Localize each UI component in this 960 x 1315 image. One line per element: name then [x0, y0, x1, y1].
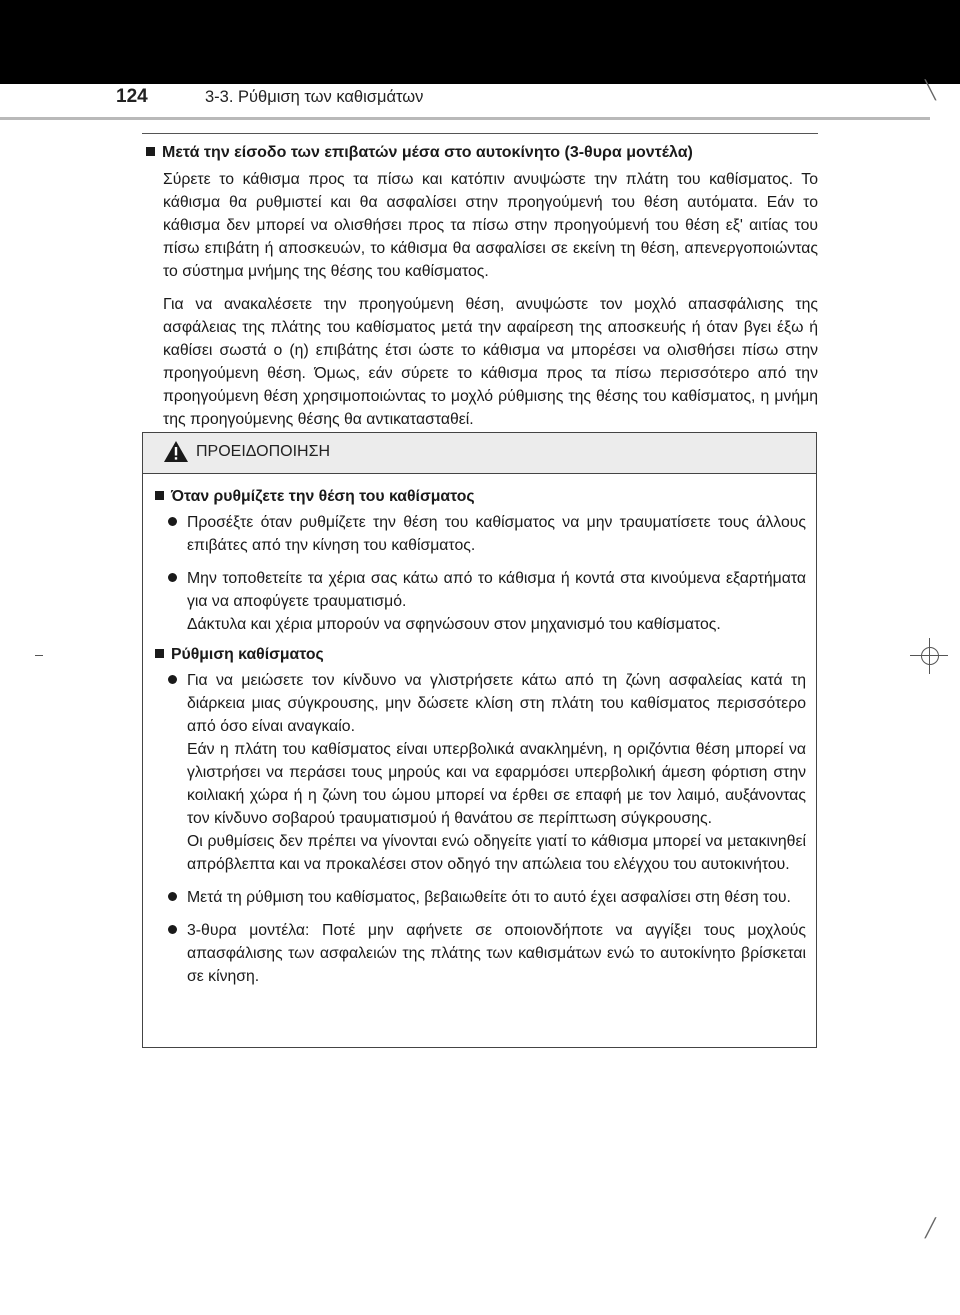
registration-line-v [929, 638, 930, 674]
section-heading-text: Μετά την είσοδο των επιβατών μέσα στο αυτοκίνητο (3-θυρα μοντέλα) [162, 144, 693, 161]
warning-subheading-1 [155, 488, 806, 506]
chapter-title: 3-3. Ρύθμιση των καθισμάτων [205, 88, 424, 106]
warning-header [143, 433, 816, 474]
warning-bullet [155, 919, 806, 988]
section-paragraph-2: Για να ανακαλέσετε την προηγούμενη θέση, ανυψώστε τον μοχλό απασφάλισης της ασφάλειας της πλάτης του καθίσματος μετά την αφαίρεση της αποσκευής ή όταν βγει έξω ή καθίσει σωστά ο (η) επιβάτης έτσι ώστε το κάθισμα να μπορέσει να ολισθήσει πίσω στην προηγούμενη θέση. Όμως, εάν σύρετε το κάθισμα προς τα πίσω περισσότερο από την προηγούμενη θέση χρησιμοποιώντας το μοχλό ρύθμισης της θέσης του καθίσματος, η μνήμη της προηγούμενης θέσης θα αντικατασταθεί. [163, 296, 818, 428]
crop-mark-bottom-right: ╱ [925, 1218, 936, 1238]
square-bullet-icon [155, 649, 164, 658]
square-bullet-icon [146, 147, 155, 156]
crop-mark-top-right: ╲ [925, 80, 936, 100]
warning-bullet [155, 567, 806, 636]
warning-title: ΠΡΟΕΙΔΟΠΟΙΗΣΗ [196, 443, 331, 460]
bullet-text: Για να μειώσετε τον κίνδυνο να γλιστρήσετε κάτω από τη ζώνη ασφαλείας κατά τη διάρκεια μιας σύγκρουσης, μην δώσετε κλίση στη πλάτη του καθίσματος περισσότερο από όσο είναι αναγκαίο. [187, 672, 806, 735]
warning-subheading-1-text: Όταν ρυθμίζετε την θέση του καθίσματος [171, 488, 475, 505]
page-number: 124 [116, 86, 148, 107]
round-bullet-icon [168, 675, 177, 684]
round-bullet-icon [168, 925, 177, 934]
header-rule [0, 117, 930, 120]
warning-subheading-2 [155, 646, 806, 664]
registration-mark-right [921, 647, 939, 665]
main-section [142, 133, 818, 441]
warning-body [143, 474, 816, 988]
bullet-text: Δάκτυλα και χέρια μπορούν να σφηνώσουν στον μηχανισμό του καθίσματος. [187, 616, 721, 633]
section-heading [142, 144, 818, 162]
section-paragraph-1: Σύρετε το κάθισμα προς τα πίσω και κατόπιν ανυψώστε την πλάτη του καθίσματος. Το κάθισμα θα ρυθμιστεί και θα ασφαλίσει στην προηγούμενή του θέση αυτόματα. Εάν το κάθισμα δεν μπορεί να ολισθήσει προς τα πίσω στην προηγούμενή του θέση εξ' αιτίας του πίσω επιβάτη ή αποσκευών, το κάθισμα θα ασφαλίσει σε εκείνη τη θέση, απενεργοποιώντας το σύστημα μνήμης της θέσης του καθίσματος. [163, 171, 818, 280]
warning-bullet [155, 886, 806, 909]
round-bullet-icon [168, 517, 177, 526]
crop-mark-left [35, 655, 43, 656]
warning-bullet [155, 669, 806, 876]
round-bullet-icon [168, 573, 177, 582]
bullet-text: Εάν η πλάτη του καθίσματος είναι υπερβολικά ανακλημένη, η οριζόντια θέση μπορεί να γλιστρήσει να περάσει τους μηρούς και να εφαρμόσει υπερβολική άμεση φόρτιση στην κοιλιακή χώρα ή η ζώνη του ώμου μπορεί να έρθει σε επαφή με τον λαιμό, αυξάνοντας τον κίνδυνο σοβαρού τραυματισμού ή θανάτου σε περίπτωση σύγκρουσης. [187, 741, 806, 827]
warning-box [142, 432, 817, 1048]
bullet-text: 3-θυρα μοντέλα: Ποτέ μην αφήνετε σε οποιονδήποτε να αγγίξει τους μοχλούς απασφάλισης των ασφαλειών της πλάτης των καθισμάτων ενώ το αυτοκίνητο βρίσκεται σε κίνηση. [187, 922, 806, 985]
bullet-text: Οι ρυθμίσεις δεν πρέπει να γίνονται ενώ οδηγείτε γιατί το κάθισμα μπορεί να μετακινηθεί απρόβλεπτα και να προκαλέσει στον οδηγό την απώλεια του ελέγχου του αυτοκινήτου. [187, 833, 806, 873]
bullet-text: Μετά τη ρύθμιση του καθίσματος, βεβαιωθείτε ότι το αυτό έχει ασφαλίσει στη θέση του. [187, 889, 791, 906]
warning-subheading-2-text: Ρύθμιση καθίσματος [171, 646, 324, 663]
warning-triangle-icon [163, 440, 189, 463]
top-black-band [0, 0, 960, 84]
bullet-text: Μην τοποθετείτε τα χέρια σας κάτω από το κάθισμα ή κοντά στα κινούμενα εξαρτήματα για να αποφύγετε τραυματισμό. [187, 570, 806, 610]
warning-bullet [155, 511, 806, 557]
round-bullet-icon [168, 892, 177, 901]
page-header [0, 84, 960, 118]
bullet-text: Προσέξτε όταν ρυθμίζετε την θέση του καθίσματος να μην τραυματίσετε τους άλλους επιβάτες από την κίνηση του καθίσματος. [187, 514, 806, 554]
section-rule [142, 133, 818, 134]
square-bullet-icon [155, 491, 164, 500]
